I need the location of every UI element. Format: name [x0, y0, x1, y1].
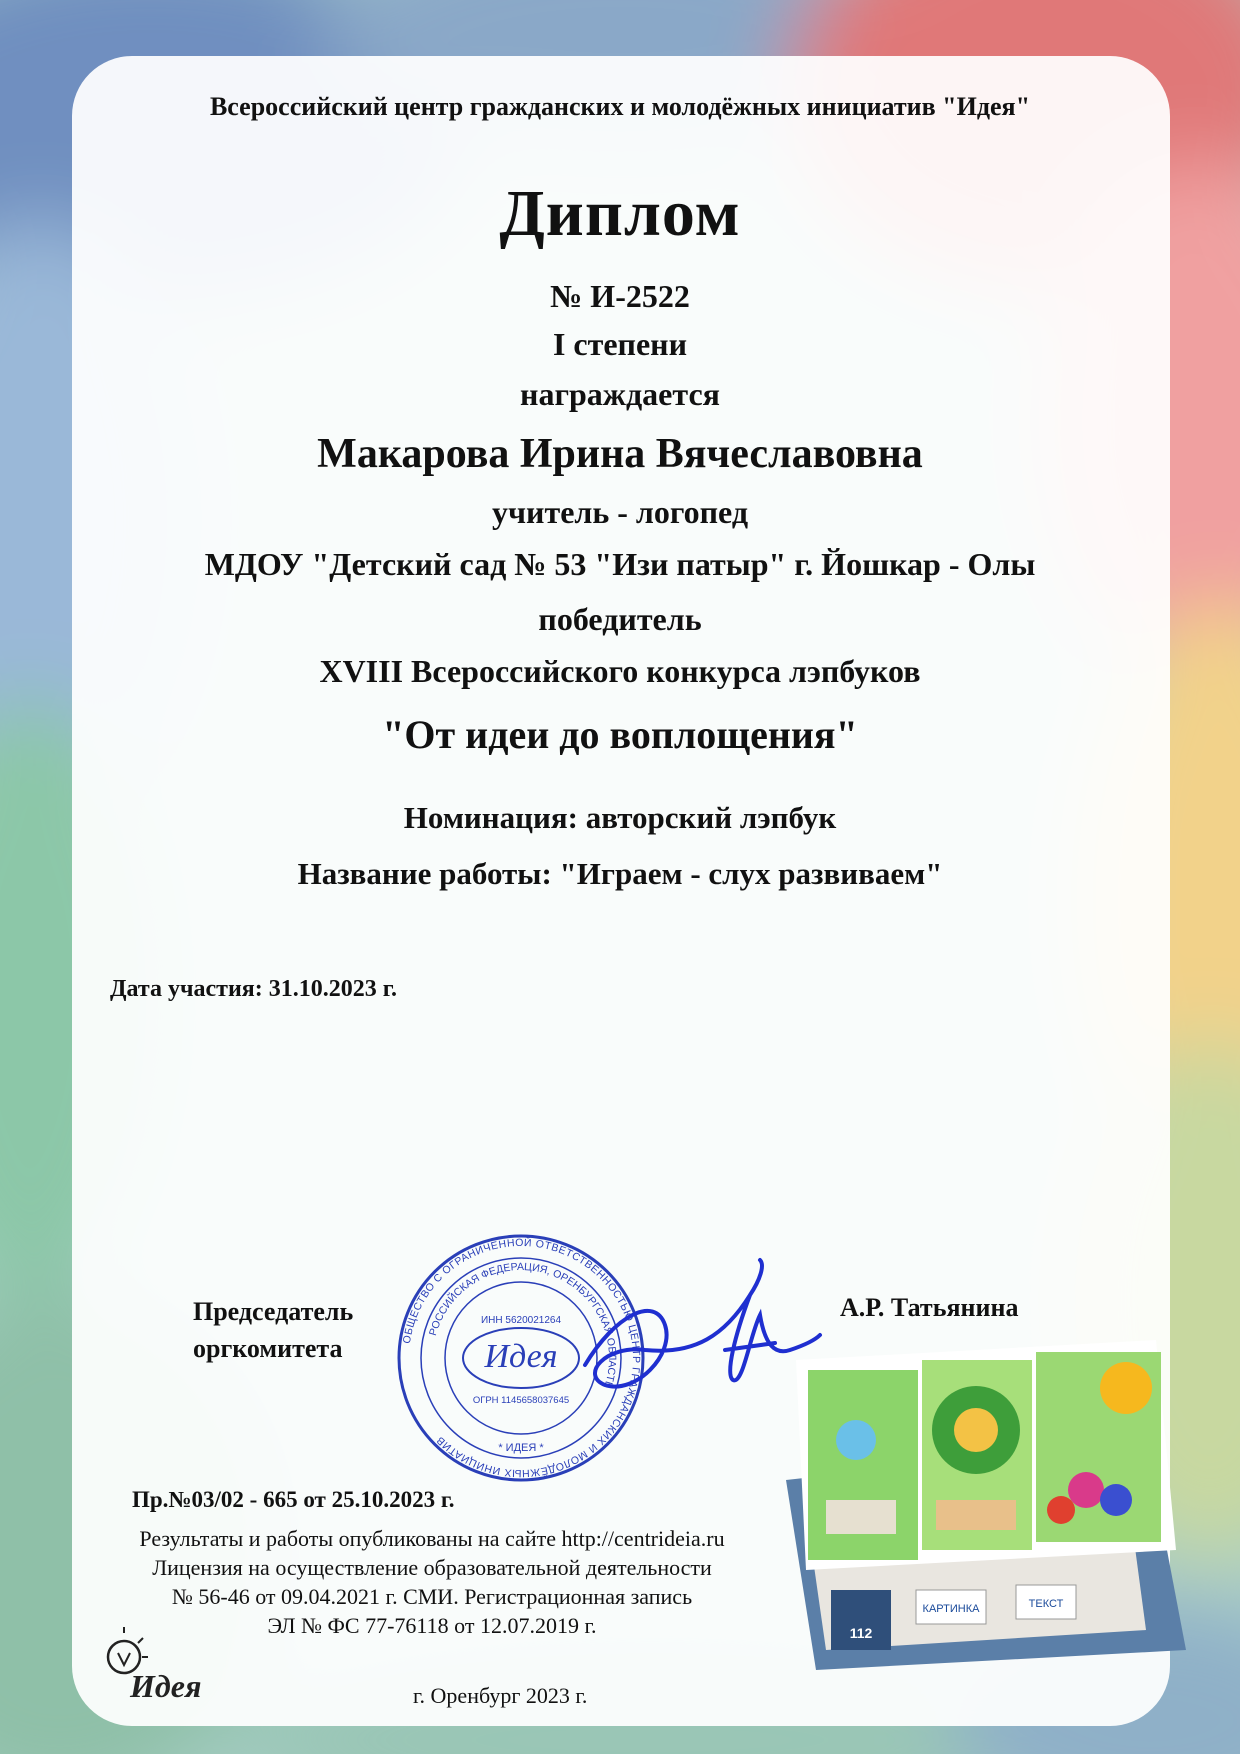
lapbook-photo	[786, 1320, 1186, 1670]
recipient-school: МДОУ "Детский сад № 53 "Изи патыр" г. Йошкар - Олы	[204, 546, 1036, 582]
stamp-inn: ИНН 5620021264	[480, 1315, 562, 1326]
work-title: Название работы: "Играем - слух развиваем"	[297, 856, 943, 891]
contest-name: XVIII Всероссийского конкурса лэпбуков	[319, 653, 921, 689]
chair-title	[193, 1293, 353, 1367]
stamp-center: Идея	[484, 1338, 558, 1375]
nomination: Номинация: авторский лэпбук	[403, 800, 837, 835]
stamp-inner-text: РОССИЙСКАЯ ФЕДЕРАЦИЯ, ОРЕНБУРГСКАЯ ОБЛАСТЬ	[427, 1260, 619, 1390]
license-info: Лицензия на осуществление образовательной деятельности	[152, 1555, 712, 1580]
contest-motto: "От идеи до воплощения"	[382, 712, 858, 757]
city-year: г. Оренбург 2023 г.	[413, 1683, 588, 1708]
diploma-title: Диплом	[499, 177, 741, 250]
media-registration: ЭЛ № ФС 77-76118 от 12.07.2019 г.	[267, 1613, 597, 1638]
license-number: № 56-46 от 09.04.2021 г. СМИ. Регистрационная запись	[171, 1584, 693, 1609]
winner-label: победитель	[538, 601, 702, 637]
logo	[102, 1625, 232, 1705]
lapbook-label-4: 112	[849, 1625, 873, 1641]
logo-text: Идея	[130, 1668, 202, 1704]
diploma-number: № И-2522	[550, 278, 690, 314]
recipient-name: Макарова Ирина Вячеславовна	[317, 431, 923, 477]
chair-line-2: оргкомитета	[193, 1334, 343, 1363]
lapbook-label-2: КАРТИНКА	[922, 1603, 980, 1615]
lapbook-label-3: ТЕКСТ	[1028, 1598, 1064, 1610]
organization-name: Всероссийский центр гражданских и молодёжных инициатив "Идея"	[209, 92, 1031, 121]
participation-date: Дата участия: 31.10.2023 г.	[110, 976, 397, 1002]
diploma-degree: I степени	[552, 326, 688, 362]
awarded-label: награждается	[520, 376, 720, 412]
signer-name: А.Р. Татьянина	[840, 1293, 1019, 1322]
order-number: Пр.№03/02 - 665 от 25.10.2023 г.	[132, 1487, 455, 1512]
publication-info: Результаты и работы опубликованы на сайте http://centrideia.ru	[139, 1526, 725, 1551]
stamp-ogrn: ОГРН 1145658037645	[472, 1395, 570, 1406]
chair-line-1: Председатель	[193, 1297, 354, 1326]
recipient-position: учитель - логопед	[491, 494, 749, 530]
stamp-bottom: * ИДЕЯ *	[498, 1442, 544, 1454]
stamp-outer-text: ОБЩЕСТВО С ОГРАНИЧЕННОЙ ОТВЕТСТВЕННОСТЬЮ ЦЕНТР ГРАЖДАНСКИХ И МОЛОДЁЖНЫХ ИНИЦИАТИВ	[400, 1236, 643, 1480]
